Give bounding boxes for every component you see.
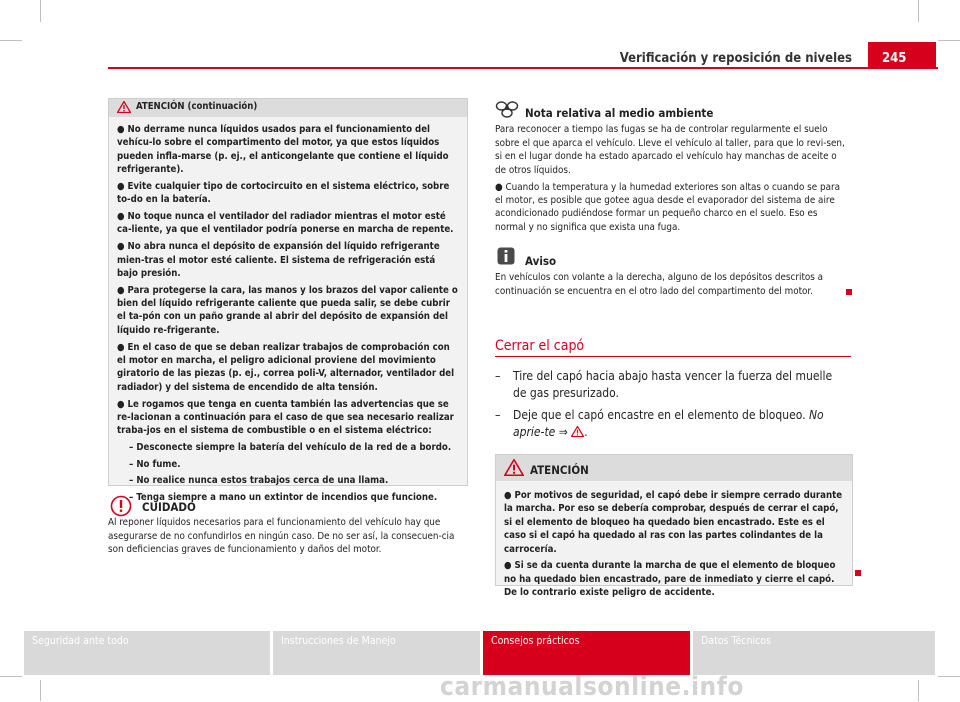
warning-bullet: ● En el caso de que se deban realizar trabajos de comprobación con el motor en marcha, el peligro adicional proviene del movimiento giratorio de las piezas (p. ej., correa poli-V, alternador, ventilador del radiador) y del sistema de encendido de alta tensión. — [117, 341, 455, 393]
step-dash: – — [495, 369, 501, 383]
nav-tab-consejos[interactable]: Consejos prácticos — [483, 631, 690, 675]
aviso-title: Aviso — [525, 254, 557, 268]
warning-dash-item: – No fume. — [129, 458, 181, 470]
warning-triangle-icon — [117, 101, 131, 113]
crop-mark — [40, 0, 41, 22]
warning-bullet: ● No toque nunca el ventilador del radiador mientras el motor esté ca-liente, ya que el ventilador podría ponerse en marcha de repente. — [117, 211, 454, 236]
caution-section — [108, 501, 468, 560]
warning-bullet: ● Le rogamos que tenga en cuenta también las advertencias que se re-lacionan a continuación para el caso de que sea necesario realizar traba-jos en el sistema de combustible o en el sistema eléctrico: — [117, 398, 454, 437]
section-end-mark — [855, 570, 861, 576]
nav-tab-seguridad[interactable]: Seguridad ante todo — [24, 631, 270, 675]
header-rule — [108, 67, 938, 69]
environment-paragraph: ● Cuando la temperatura y la humedad exteriores son altas o cuando se para el motor, es posible que gotee agua desde el evaporador del sistema de aire acondicionado pudiéndose formar un pequeño charco en el suelo. Eso es normal y no significa que exista una fuga. — [495, 181, 840, 233]
step-text: Tire del capó hacia abajo hasta vencer la fuerza del muelle de gas presurizado. — [513, 369, 833, 400]
warning-title: ATENCIÓN (continuación) — [136, 101, 258, 112]
aviso-text: En vehículos con volante a la derecha, alguno de los depósitos descritos a continuación se encuentra en el otro lado del compartimento del motor. — [495, 272, 824, 297]
warning-triangle-icon — [504, 459, 524, 476]
warning-box — [495, 454, 853, 599]
nav-tab-instrucciones[interactable]: Instrucciones de Manejo — [273, 631, 480, 675]
caution-text: Al reponer líquidos necesarios para el funcionamiento del vehículo hay que asegurarse de no confundirlos en ningún caso. De no ser así, la consecuen-cia son deficiencias graves de funcionamiento y daños del motor. — [108, 517, 455, 556]
caution-title: CUIDADO — [142, 500, 196, 514]
crop-mark — [918, 0, 919, 22]
crop-mark — [0, 40, 22, 41]
warning-body — [496, 481, 852, 607]
warning-triangle-icon — [571, 426, 584, 437]
environment-title: Nota relativa al medio ambiente — [525, 106, 714, 120]
warning-dash-item: – Tenga siempre a mano un extintor de incendios que funcione. — [129, 492, 438, 504]
aviso-note — [495, 256, 850, 302]
warning-bullet: ● Para protegerse la cara, las manos y los brazos del vapor caliente o bien del líquido refrigerante caliente que pueda salir, se debe cubrir el ta-pón con un paño grande al abrir del depósito de expansión del líquido re-frigerante. — [117, 284, 458, 336]
environment-note — [495, 106, 850, 238]
warning-dash-item: – Desconecte siempre la batería del vehículo de la red de a bordo. — [129, 442, 452, 454]
environment-paragraph: Para reconocer a tiempo las fugas se ha de controlar regularmente el suelo sobre el que aparca el vehículo. Lleve el vehículo al taller, para que lo revi-sen, si en el lugar donde ha estado aparcado el vehículo hay manchas de aceite o de otros líquidos. — [495, 124, 845, 176]
warning-dash-item: – No realice nunca estos trabajos cerca de una llama. — [129, 475, 389, 487]
warning-body — [109, 117, 467, 512]
warning-header — [496, 455, 852, 481]
warning-continuation-box — [108, 98, 468, 504]
crop-mark — [918, 680, 919, 701]
section-end-mark — [846, 289, 852, 295]
warning-bullet: ● Por motivos de seguridad, el capó debe ir siempre cerrado durante la marcha. Por eso se debería comprobar, después de cerrar el capó, si el elemento de bloqueo ha quedado bien encastrado. Este es el caso si el capó ha quedado al ras con las partes colindantes de la carrocería. — [504, 490, 843, 555]
crop-mark — [0, 676, 22, 677]
step-dash: – — [495, 408, 501, 422]
section-heading: Cerrar el capó — [495, 338, 585, 354]
crop-mark — [938, 40, 960, 41]
step-text: Deje que el capó encastre en el elemento de bloqueo. — [513, 408, 806, 422]
section-heading-rule — [495, 356, 851, 357]
page-number: 245 — [868, 42, 936, 69]
nav-tab-datos[interactable]: Datos Técnicos — [693, 631, 935, 675]
warning-bullet: ● No abra nunca el depósito de expansión del líquido refrigerante mien-tras el motor esté caliente. El sistema de refrigeración está bajo presión. — [117, 241, 440, 279]
crop-mark — [40, 680, 41, 701]
crop-mark — [938, 676, 960, 677]
warning-header — [109, 99, 467, 117]
cross-reference[interactable]: ⇒ — [558, 425, 568, 439]
warning-bullet: ● Si se da cuenta durante la marcha de que el elemento de bloqueo no ha quedado bien encastrado, pare de inmediato y cierre el capó. De lo contrario existe peligro de accidente. — [504, 560, 836, 599]
running-header: Verificación y reposición de niveles — [619, 51, 852, 66]
step-item — [495, 368, 847, 402]
step-italic: No aprie-te — [513, 408, 824, 439]
warning-bullet: ● No derrame nunca líquidos usados para el funcionamiento del vehícu-lo sobre el compartimento del motor, ya que estos líquidos pueden infla-marse (p. ej., el anticongelante que contiene el líquido refrigerante). — [117, 124, 449, 176]
step-item: – Deje que el capó encastre en el elemento de bloqueo. No aprie-te ⇒ . — [495, 408, 824, 439]
warning-bullet: ● Evite cualquier tipo de cortocircuito en el sistema eléctrico, sobre to-do en la batería. — [117, 180, 450, 206]
watermark: carmanualsonline.info — [440, 672, 744, 702]
warning-title: ATENCIÓN — [530, 463, 589, 477]
